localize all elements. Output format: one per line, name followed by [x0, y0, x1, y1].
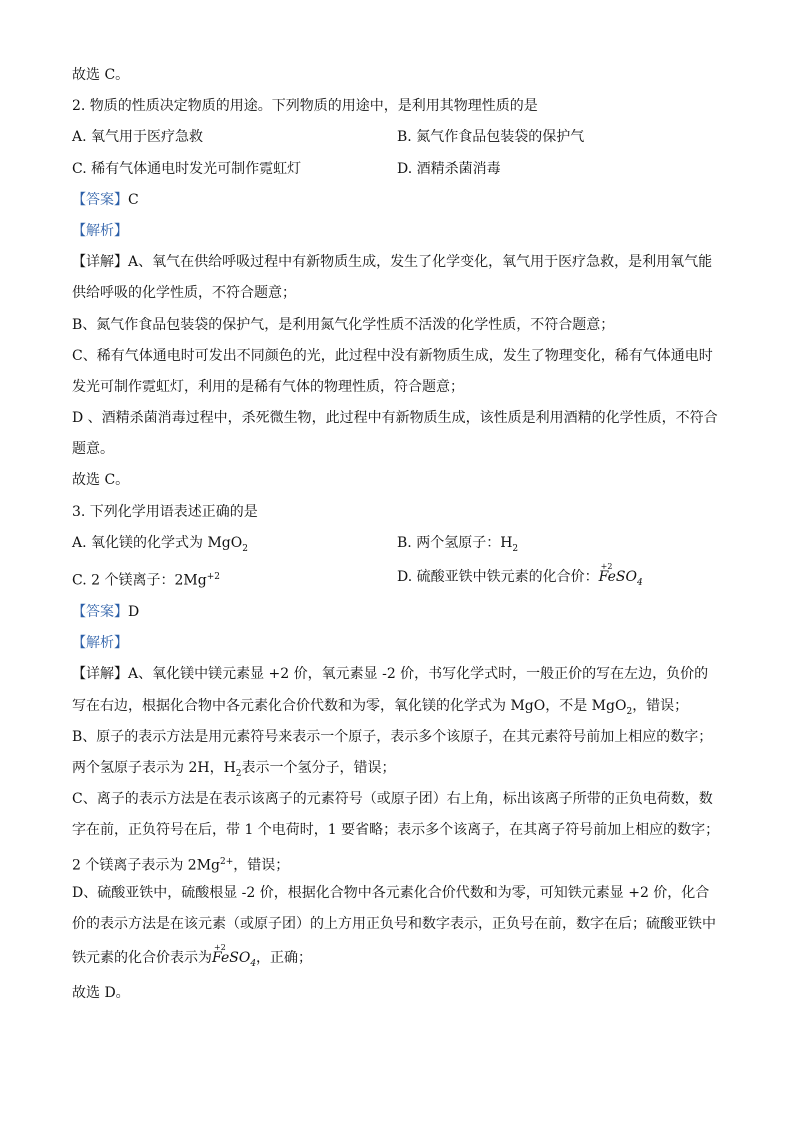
option-b	[397, 530, 722, 561]
option-b-text: B. 两个氢原子：H	[397, 534, 513, 551]
explanation-line: C、离子的表示方法是在表示该离子的元素符号（或原子团）右上角，标出该离子所带的正负电荷数，数	[72, 791, 713, 808]
option-b: B. 氮气作食品包装袋的保护气	[397, 129, 585, 146]
subscript: 2	[626, 706, 633, 717]
explanation-line: D、硫酸亚铁中，硫酸根显 -2 价，根据化合物中各元素化合价代数和为零，可知铁元素显 +2 价，化合	[72, 884, 710, 901]
explanation-line	[72, 249, 722, 280]
superscript: 2+	[220, 856, 234, 867]
option-d: D. 酒精杀菌消毒	[397, 160, 501, 177]
oxidation-formula	[212, 942, 256, 980]
explanation-line: 发光可制作霓虹灯，利用的是稀有气体的物理性质，符合题意；	[72, 378, 464, 395]
explanation-line	[72, 942, 722, 980]
subscript: 4	[636, 577, 643, 588]
element-symbol: Fe	[598, 569, 616, 585]
subscript: 2	[235, 768, 242, 779]
answer-line	[72, 187, 722, 218]
option-row	[72, 156, 722, 187]
option-d-text: D. 硫酸亚铁中铁元素的化合价：	[397, 569, 599, 585]
explanation-text: A、氧气在供给呼吸过程中有新物质生成，发生了化学变化，氧气用于医疗急救，是利用氧气能	[128, 254, 713, 271]
option-row	[72, 561, 722, 599]
charge-mark: +2	[214, 943, 226, 953]
oxidation-formula	[599, 561, 643, 599]
radical-symbol: SO	[229, 950, 251, 967]
answer-tag: 【答案】	[72, 604, 128, 620]
explanation-line: B、氮气作食品包装袋的保护气，是利用氮气化学性质不活泼的化学性质，不符合题意；	[72, 316, 615, 333]
answer-line	[72, 599, 722, 630]
option-d	[397, 561, 722, 599]
explanation-text: ，正确；	[256, 950, 313, 967]
text-line: 故选 C。	[72, 67, 130, 83]
analysis-tag: 【解析】	[72, 635, 128, 652]
radical-symbol: SO	[615, 569, 637, 585]
explanation-line: 供给呼吸的化学性质，不符合题意；	[72, 285, 296, 302]
option-c: C. 稀有气体通电时发光可制作霓虹灯	[72, 160, 302, 177]
explanation-text: 两个氢原子表示为 2H，H	[72, 759, 236, 776]
explanation-line: 价的表示方法是在该元素（或原子团）的上方用正负号和数字表示，正负号在前，数字在后；硫酸亚铁中	[72, 915, 716, 932]
analysis-tag: 【解析】	[72, 222, 128, 239]
answer-value: D	[128, 604, 140, 620]
explanation-line: D 、酒精杀菌消毒过程中，杀死微生物，此过程中有新物质生成，该性质是利用酒精的化学性质，不符合	[72, 410, 718, 427]
explanation-text: 2 个镁离子表示为 2Mg	[72, 857, 221, 874]
option-row	[72, 530, 722, 561]
explanation-text: 写在右边，根据化合物中各元素化合价代数和为零，氧化镁的化学式为 MgO，不是 MgO	[72, 697, 627, 714]
document-page	[72, 62, 722, 1011]
answer-value: C	[128, 191, 139, 208]
option-a	[72, 530, 397, 561]
explanation-line: B、原子的表示方法是用元素符号来表示一个原子，表示多个该原子，在其元素符号前加上相应的数字；	[72, 728, 713, 745]
subscript: 2	[512, 543, 519, 554]
option-a-text: A. 氧化镁的化学式为 MgO	[72, 534, 243, 551]
explanation-line	[72, 849, 722, 880]
explanation-text: ，错误；	[632, 697, 689, 714]
question-stem: 3. 下列化学用语表述正确的是	[72, 503, 258, 520]
conclusion-line: 故选 D。	[72, 985, 130, 1002]
option-row	[72, 124, 722, 155]
charge-mark: +2	[600, 562, 613, 571]
answer-tag: 【答案】	[72, 191, 128, 208]
detail-tag: 【详解】	[72, 666, 128, 683]
option-a: A. 氧气用于医疗急救	[72, 129, 204, 146]
subscript: 4	[250, 958, 257, 969]
option-c	[72, 561, 397, 599]
explanation-line: 字在前，正负符号在后，带 1 个电荷时，1 要省略；表示多个该离子，在其离子符号前加上相应的数字；	[72, 822, 720, 839]
explanation-line	[72, 693, 722, 724]
detail-tag: 【详解】	[72, 254, 128, 271]
explanation-line	[72, 755, 722, 786]
superscript: +2	[206, 572, 220, 582]
explanation-line: C、稀有气体通电时可发出不同颜色的光，此过程中没有新物质生成，发生了物理变化，稀有气体通电时	[72, 347, 713, 364]
explanation-text: A、氧化镁中镁元素显 +2 价，氧元素显 -2 价，书写化学式时，一般正价的写在左边，负价的	[128, 666, 709, 683]
explanation-line: 题意。	[72, 441, 114, 458]
explanation-text: ，错误；	[233, 857, 290, 874]
explanation-text: 铁元素的化合价表示为	[72, 950, 212, 967]
element-symbol: Fe	[212, 950, 230, 967]
explanation-text: 表示一个氢分子，错误；	[241, 759, 396, 776]
conclusion-line: 故选 C。	[72, 472, 130, 489]
question-stem: 2. 物质的性质决定物质的用途。下列物质的用途中，是利用其物理性质的是	[72, 98, 538, 115]
explanation-line	[72, 661, 722, 692]
subscript: 2	[242, 543, 248, 554]
option-c-text: C. 2 个镁离子：2Mg	[72, 572, 207, 589]
